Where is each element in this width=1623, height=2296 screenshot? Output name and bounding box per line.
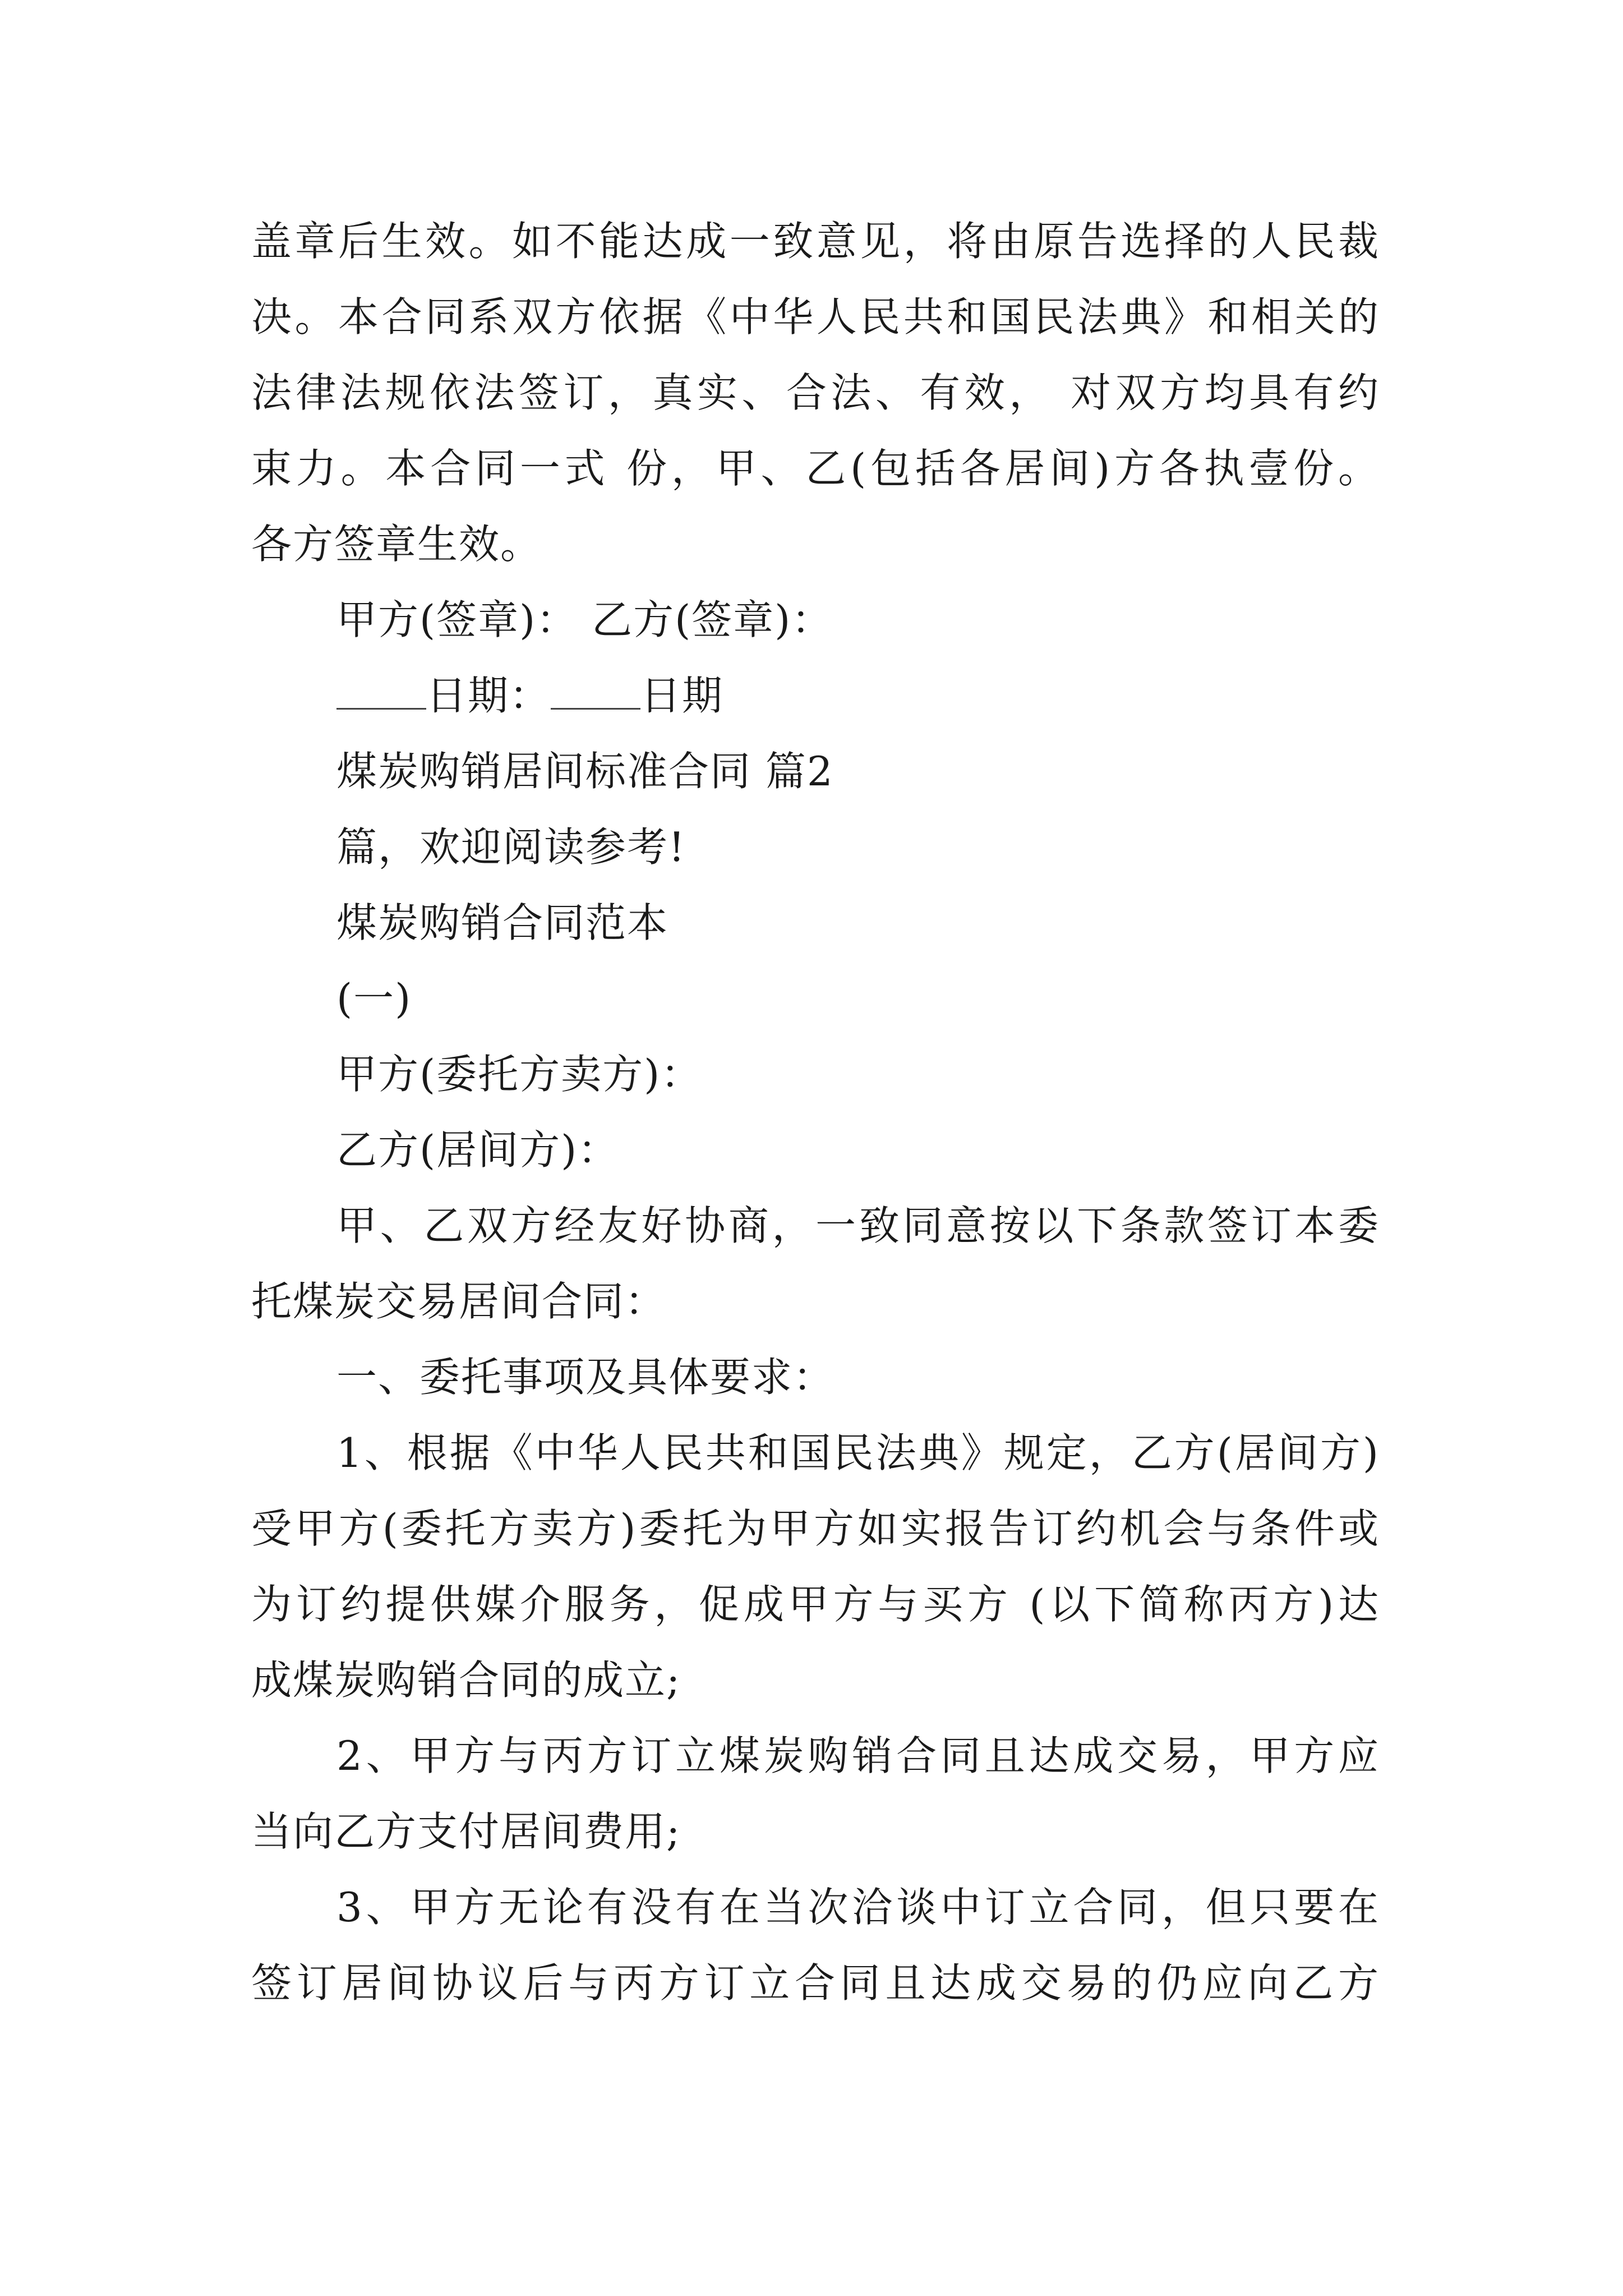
paragraph-line: 各方签章生效。 — [251, 521, 542, 568]
paragraph-line: 束力。本合同一式 份，甲、乙(包括各居间)方各执壹份。 — [251, 445, 1378, 492]
paragraph-line: 为订约提供媒介服务，促成甲方与买方 (以下简称丙方)达 — [251, 1581, 1378, 1628]
paragraph-line: 1、根据《中华人民共和国民法典》规定，乙方(居间方) — [336, 1429, 1378, 1476]
date-blank — [551, 674, 640, 710]
paragraph-line: 受甲方(委托方卖方)委托为甲方如实报告订约机会与条件或 — [251, 1505, 1378, 1552]
paragraph-line: 3、甲方无论有没有在当次洽谈中订立合同，但只要在 — [336, 1884, 1378, 1931]
paragraph-line: 托煤炭交易居间合同： — [251, 1278, 667, 1325]
party-b-line: 乙方(居间方)： — [336, 1126, 620, 1174]
paragraph-line: 盖章后生效。如不能达成一致意见，将由原告选择的人民裁 — [251, 218, 1378, 265]
date-line — [336, 668, 723, 724]
date-label: 日期： — [426, 672, 551, 719]
section-number: (一) — [336, 975, 412, 1022]
date-label: 日期 — [640, 672, 724, 719]
paragraph-line: 签订居间协议后与丙方订立合同且达成交易的仍应向乙方 — [251, 1959, 1378, 2007]
paragraph-line: 篇，欢迎阅读参考! — [336, 823, 686, 871]
paragraph-line: 当向乙方支付居间费用; — [251, 1808, 681, 1855]
paragraph-line: 决。本合同系双方依据《中华人民共和国民法典》和相关的 — [251, 293, 1378, 341]
document-title: 煤炭购销合同范本 — [336, 899, 669, 946]
paragraph-line: 甲、乙双方经友好协商，一致同意按以下条款签订本委 — [336, 1202, 1378, 1249]
date-blank — [336, 674, 426, 710]
clause-heading: 一、委托事项及具体要求： — [336, 1354, 835, 1401]
section-title: 煤炭购销居间标准合同 篇2 — [336, 748, 834, 795]
paragraph-line: 成煤炭购销合同的成立; — [251, 1657, 681, 1704]
party-a-line: 甲方(委托方卖方)： — [336, 1051, 703, 1098]
signature-line: 甲方(签章)： 乙方(签章)： — [336, 596, 833, 643]
paragraph-line: 2、甲方与丙方订立煤炭购销合同且达成交易，甲方应 — [336, 1732, 1378, 1779]
paragraph-line: 法律法规依法签订，真实、合法、有效， 对双方均具有约 — [251, 369, 1378, 416]
